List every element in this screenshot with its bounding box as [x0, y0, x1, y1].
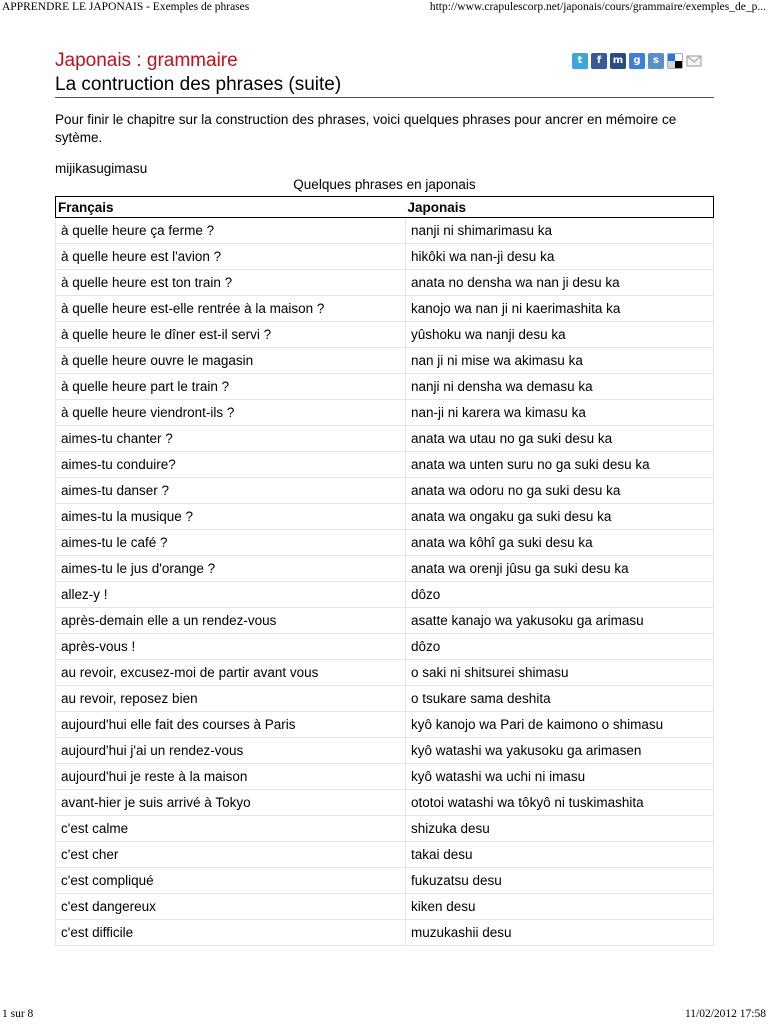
table-row [56, 426, 714, 452]
cell-french: aimes-tu la musique ? [56, 504, 406, 530]
table-row [56, 894, 714, 920]
cell-japanese: o tsukare sama deshita [406, 686, 714, 712]
table-row [56, 296, 714, 322]
table-row [56, 634, 714, 660]
cell-french: à quelle heure est ton train ? [56, 270, 406, 296]
table-row [56, 478, 714, 504]
twitter-icon[interactable]: t [572, 53, 588, 69]
cell-french: aimes-tu le café ? [56, 530, 406, 556]
cell-japanese: nanji ni shimarimasu ka [406, 218, 714, 244]
cell-french: à quelle heure ça ferme ? [56, 218, 406, 244]
print-footer [0, 1008, 768, 1024]
cell-french: aujourd'hui elle fait des courses à Paris [56, 712, 406, 738]
cell-french: au revoir, reposez bien [56, 686, 406, 712]
table-row [56, 374, 714, 400]
cell-french: à quelle heure ouvre le magasin [56, 348, 406, 374]
cell-french: aimes-tu le jus d'orange ? [56, 556, 406, 582]
cell-french: aimes-tu chanter ? [56, 426, 406, 452]
table-row [56, 660, 714, 686]
table-row [56, 556, 714, 582]
table-body [56, 218, 714, 946]
table-row [56, 582, 714, 608]
cell-french: à quelle heure viendront-ils ? [56, 400, 406, 426]
table-row [56, 270, 714, 296]
cell-french: aimes-tu danser ? [56, 478, 406, 504]
cell-french: avant-hier je suis arrivé à Tokyo [56, 790, 406, 816]
table-row [56, 348, 714, 374]
cell-japanese: shizuka desu [406, 816, 714, 842]
print-datetime: 11/02/2012 17:58 [684, 1008, 766, 1020]
cell-japanese: kiken desu [406, 894, 714, 920]
table-row [56, 738, 714, 764]
phrases-table [55, 196, 714, 946]
cell-japanese: yûshoku wa nanji desu ka [406, 322, 714, 348]
print-header-url[interactable]: http://www.crapulescorp.net/japonais/cours/grammaire/exemples_de_p... [429, 1, 766, 13]
table-header-row [56, 197, 714, 218]
table-row [56, 608, 714, 634]
table-row [56, 218, 714, 244]
stray-text: mijikasugimasu [55, 161, 148, 176]
cell-japanese: takai desu [406, 842, 714, 868]
cell-japanese: nan ji ni mise wa akimasu ka [406, 348, 714, 374]
title-divider [55, 97, 714, 98]
cell-french: à quelle heure part le train ? [56, 374, 406, 400]
email-icon[interactable] [686, 53, 702, 69]
cell-french: à quelle heure est l'avion ? [56, 244, 406, 270]
cell-japanese: anata wa unten suru no ga suki desu ka [406, 452, 714, 478]
table-row [56, 712, 714, 738]
page-number: 1 sur 8 [2, 1008, 34, 1020]
table-row [56, 686, 714, 712]
table-row [56, 816, 714, 842]
cell-japanese: kyô watashi wa yakusoku ga arimasen [406, 738, 714, 764]
cell-french: à quelle heure le dîner est-il servi ? [56, 322, 406, 348]
cell-japanese: dôzo [406, 634, 714, 660]
cell-japanese: ototoi watashi wa tôkyô ni tuskimashita [406, 790, 714, 816]
intro-paragraph: Pour finir le chapitre sur la construction des phrases, voici quelques phrases pour ancrer en mémoire ce sytème. [55, 112, 677, 145]
column-header-french: Français [56, 197, 406, 218]
table-row [56, 322, 714, 348]
print-header-title: APPRENDRE LE JAPONAIS - Exemples de phrases [2, 1, 250, 13]
table-row [56, 530, 714, 556]
cell-french: après-vous ! [56, 634, 406, 660]
cell-french: aujourd'hui j'ai un rendez-vous [56, 738, 406, 764]
cell-japanese: anata no densha wa nan ji desu ka [406, 270, 714, 296]
cell-japanese: anata wa utau no ga suki desu ka [406, 426, 714, 452]
cell-japanese: anata wa orenji jûsu ga suki desu ka [406, 556, 714, 582]
table-row [56, 920, 714, 946]
table-row [56, 764, 714, 790]
table-row [56, 790, 714, 816]
cell-japanese: kyô kanojo wa Pari de kaimono o shimasu [406, 712, 714, 738]
page-title: La contruction des phrases (suite) [55, 74, 342, 95]
table-row [56, 244, 714, 270]
facebook-icon[interactable]: f [591, 53, 607, 69]
cell-japanese: dôzo [406, 582, 714, 608]
cell-japanese: hikôki wa nan-ji desu ka [406, 244, 714, 270]
cell-japanese: anata wa ongaku ga suki desu ka [406, 504, 714, 530]
cell-japanese: muzukashii desu [406, 920, 714, 946]
table-row [56, 400, 714, 426]
delicious-icon[interactable] [667, 53, 683, 69]
cell-french: c'est dangereux [56, 894, 406, 920]
cell-japanese: anata wa odoru no ga suki desu ka [406, 478, 714, 504]
table-row [56, 868, 714, 894]
cell-french: au revoir, excusez-moi de partir avant vous [56, 660, 406, 686]
cell-french: allez-y ! [56, 582, 406, 608]
cell-japanese: asatte kanajo wa yakusoku ga arimasu [406, 608, 714, 634]
cell-japanese: nanji ni densha wa demasu ka [406, 374, 714, 400]
table-row [56, 452, 714, 478]
table-caption: Quelques phrases en japonais [293, 177, 476, 192]
cell-japanese: anata wa kôhî ga suki desu ka [406, 530, 714, 556]
cell-french: c'est difficile [56, 920, 406, 946]
cell-japanese: fukuzatsu desu [406, 868, 714, 894]
table-row [56, 842, 714, 868]
myspace-icon[interactable]: m [610, 53, 626, 69]
table-row [56, 504, 714, 530]
cell-japanese: kanojo wa nan ji ni kaerimashita ka [406, 296, 714, 322]
share-toolbar [572, 53, 702, 69]
cell-japanese: nan-ji ni karera wa kimasu ka [406, 400, 714, 426]
cell-french: à quelle heure est-elle rentrée à la maison ? [56, 296, 406, 322]
print-header [0, 0, 768, 16]
cell-french: c'est cher [56, 842, 406, 868]
cell-japanese: kyô watashi wa uchi ni imasu [406, 764, 714, 790]
share-icon[interactable]: s [648, 53, 664, 69]
cell-french: après-demain elle a un rendez-vous [56, 608, 406, 634]
column-header-japanese: Japonais [406, 197, 714, 218]
cell-french: aujourd'hui je reste à la maison [56, 764, 406, 790]
cell-french: c'est compliqué [56, 868, 406, 894]
cell-japanese: o saki ni shitsurei shimasu [406, 660, 714, 686]
cell-french: aimes-tu conduire? [56, 452, 406, 478]
cell-french: c'est calme [56, 816, 406, 842]
google-icon[interactable]: g [629, 53, 645, 69]
section-title: Japonais : grammaire [55, 50, 238, 71]
